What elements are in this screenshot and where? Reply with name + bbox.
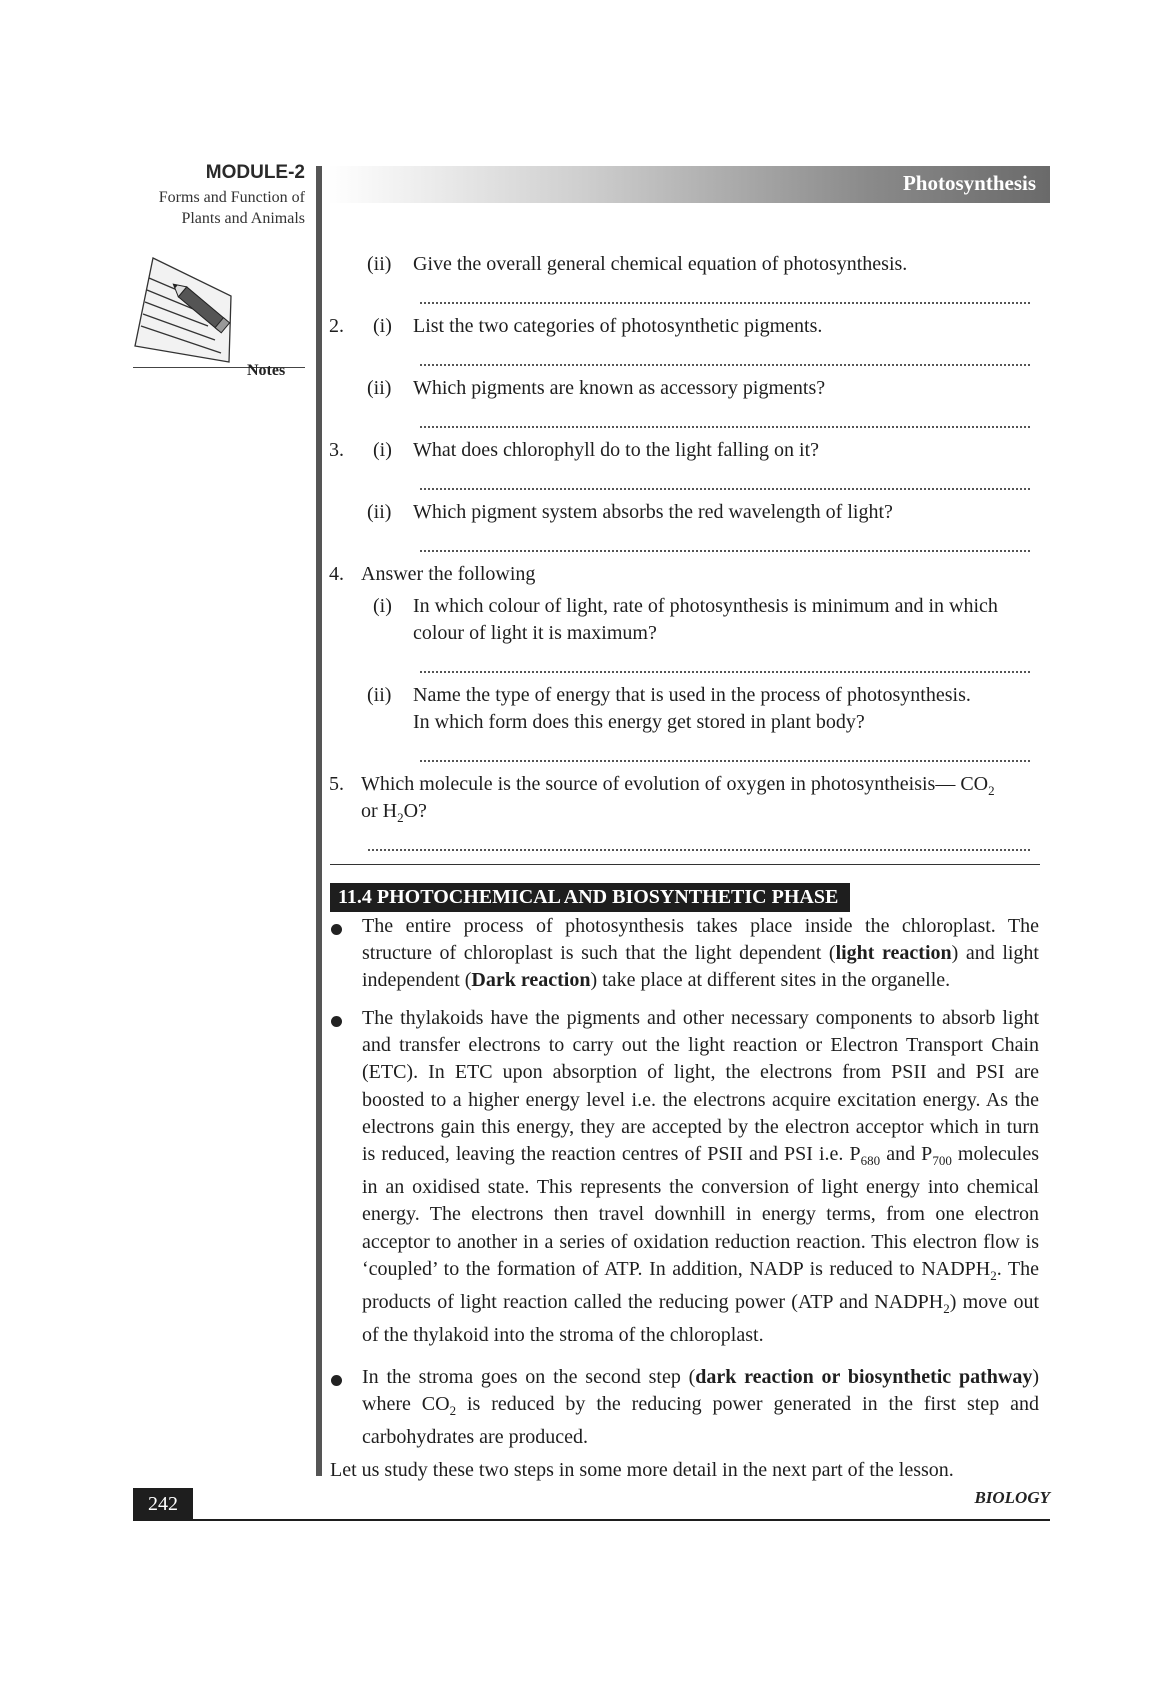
module-subtitle-line2: Plants and Animals <box>181 210 305 227</box>
q4-ii-line1: Name the type of energy that is used in the process of photosynthesis. <box>413 684 971 706</box>
answer-line <box>420 302 1030 304</box>
q4-ii-line2: In which form does this energy get stored in plant body? <box>413 711 865 733</box>
section-heading: 11.4 PHOTOCHEMICAL AND BIOSYNTHETIC PHASE <box>330 883 850 912</box>
q1-ii-text: Give the overall general chemical equation of photosynthesis. <box>413 253 908 275</box>
q3-i-text: What does chlorophyll do to the light falling on it? <box>413 439 820 461</box>
answer-line <box>420 760 1030 762</box>
q4-text: Answer the following <box>361 563 536 585</box>
bullet-icon <box>331 924 342 935</box>
page-number: 242 <box>133 1488 193 1520</box>
closing-sentence: Let us study these two steps in some more detail in the next part of the lesson. <box>330 1459 954 1481</box>
bullet-icon <box>331 1375 342 1386</box>
paragraph-2: The thylakoids have the pigments and other necessary components to absorb light and transfer electrons to carry out the light reaction or Electron Transport Chain (ETC). In ETC upon absorption of light, the electrons from PSII and PSI are boosted to a higher energy level i.e. the electrons acquire excitation energy. As the electrons gain this energy, they are accepted by the electron acceptor which in turn is reduced, leaving the reaction centres of PSII and PSI i.e. $P_{680}$ and $P_{700}$ molecules in an oxidised state. This represents the conversion of light energy into chemical energy. The electrons then travel downhill in energy terms, from one electron acceptor to another in a series of oxidation reduction reaction. This electron flow is ‘coupled’ to the formation of ATP. In addition, NADP is reduced to $NADPH_2$. The products of light reaction called the reducing power (ATP and $NADPH_2$) move out of the thylakoid into the stroma of the chloroplast. <box>362 1007 1039 1347</box>
q2-ii-text: Which pigments are known as accessory pigments? <box>413 377 826 399</box>
bullet-icon <box>331 1016 342 1027</box>
q5-number: 5. <box>329 773 344 795</box>
answer-line <box>420 488 1030 490</box>
answer-line <box>420 364 1030 366</box>
module-subtitle-line1: Forms and Function of <box>158 189 305 206</box>
notes-pencil-icon <box>133 256 243 368</box>
notes-label: Notes <box>247 362 286 379</box>
q3-ii-number: (ii) <box>367 501 392 523</box>
q4-ii-number: (ii) <box>367 684 392 706</box>
paragraph-1: The entire process of photosynthesis takes place inside the chloroplast. The structure of chloroplast is such that the light dependent (light reaction) and light independent (Dark reaction) take place at different sites in the organelle. <box>362 915 1039 992</box>
answer-line <box>420 426 1030 428</box>
section-rule <box>330 864 1040 865</box>
q2-ii-number: (ii) <box>367 377 392 399</box>
footer-subject: BIOLOGY <box>974 1488 1050 1507</box>
answer-line <box>420 671 1030 673</box>
q4-i-line1: In which colour of light, rate of photosynthesis is minimum and in which <box>413 595 998 617</box>
q2-i-number: (i) <box>373 315 392 337</box>
q3-ii-text: Which pigment system absorbs the red wavelength of light? <box>413 501 893 523</box>
answer-line <box>420 550 1030 552</box>
module-title: MODULE-2 <box>205 162 305 183</box>
q2-number: 2. <box>329 315 344 337</box>
q3-number: 3. <box>329 439 344 461</box>
footer-rule <box>133 1519 1050 1521</box>
q4-number: 4. <box>329 563 344 585</box>
q2-i-text: List the two categories of photosynthetic pigments. <box>413 315 823 337</box>
paragraph-3: In the stroma goes on the second step (dark reaction or biosynthetic pathway) where $CO_2$ is reduced by the reducing power generated in the first step and carbohydrates are produced. <box>362 1366 1040 1449</box>
q4-i-line2: colour of light it is maximum? <box>413 622 657 644</box>
answer-line <box>368 849 1030 851</box>
chapter-header <box>328 166 1050 203</box>
module-subtitle <box>140 187 305 229</box>
q1-ii-number: (ii) <box>367 253 392 275</box>
q4-i-number: (i) <box>373 595 392 617</box>
margin-vertical-bar <box>316 166 322 1476</box>
q3-i-number: (i) <box>373 439 392 461</box>
q5-line1: Which molecule is the source of evolution of oxygen in photosyntheisis— $CO_2$ <box>361 773 995 798</box>
q5-line2: or $H_2O$? <box>361 800 427 825</box>
chapter-title: Photosynthesis <box>902 171 1036 195</box>
